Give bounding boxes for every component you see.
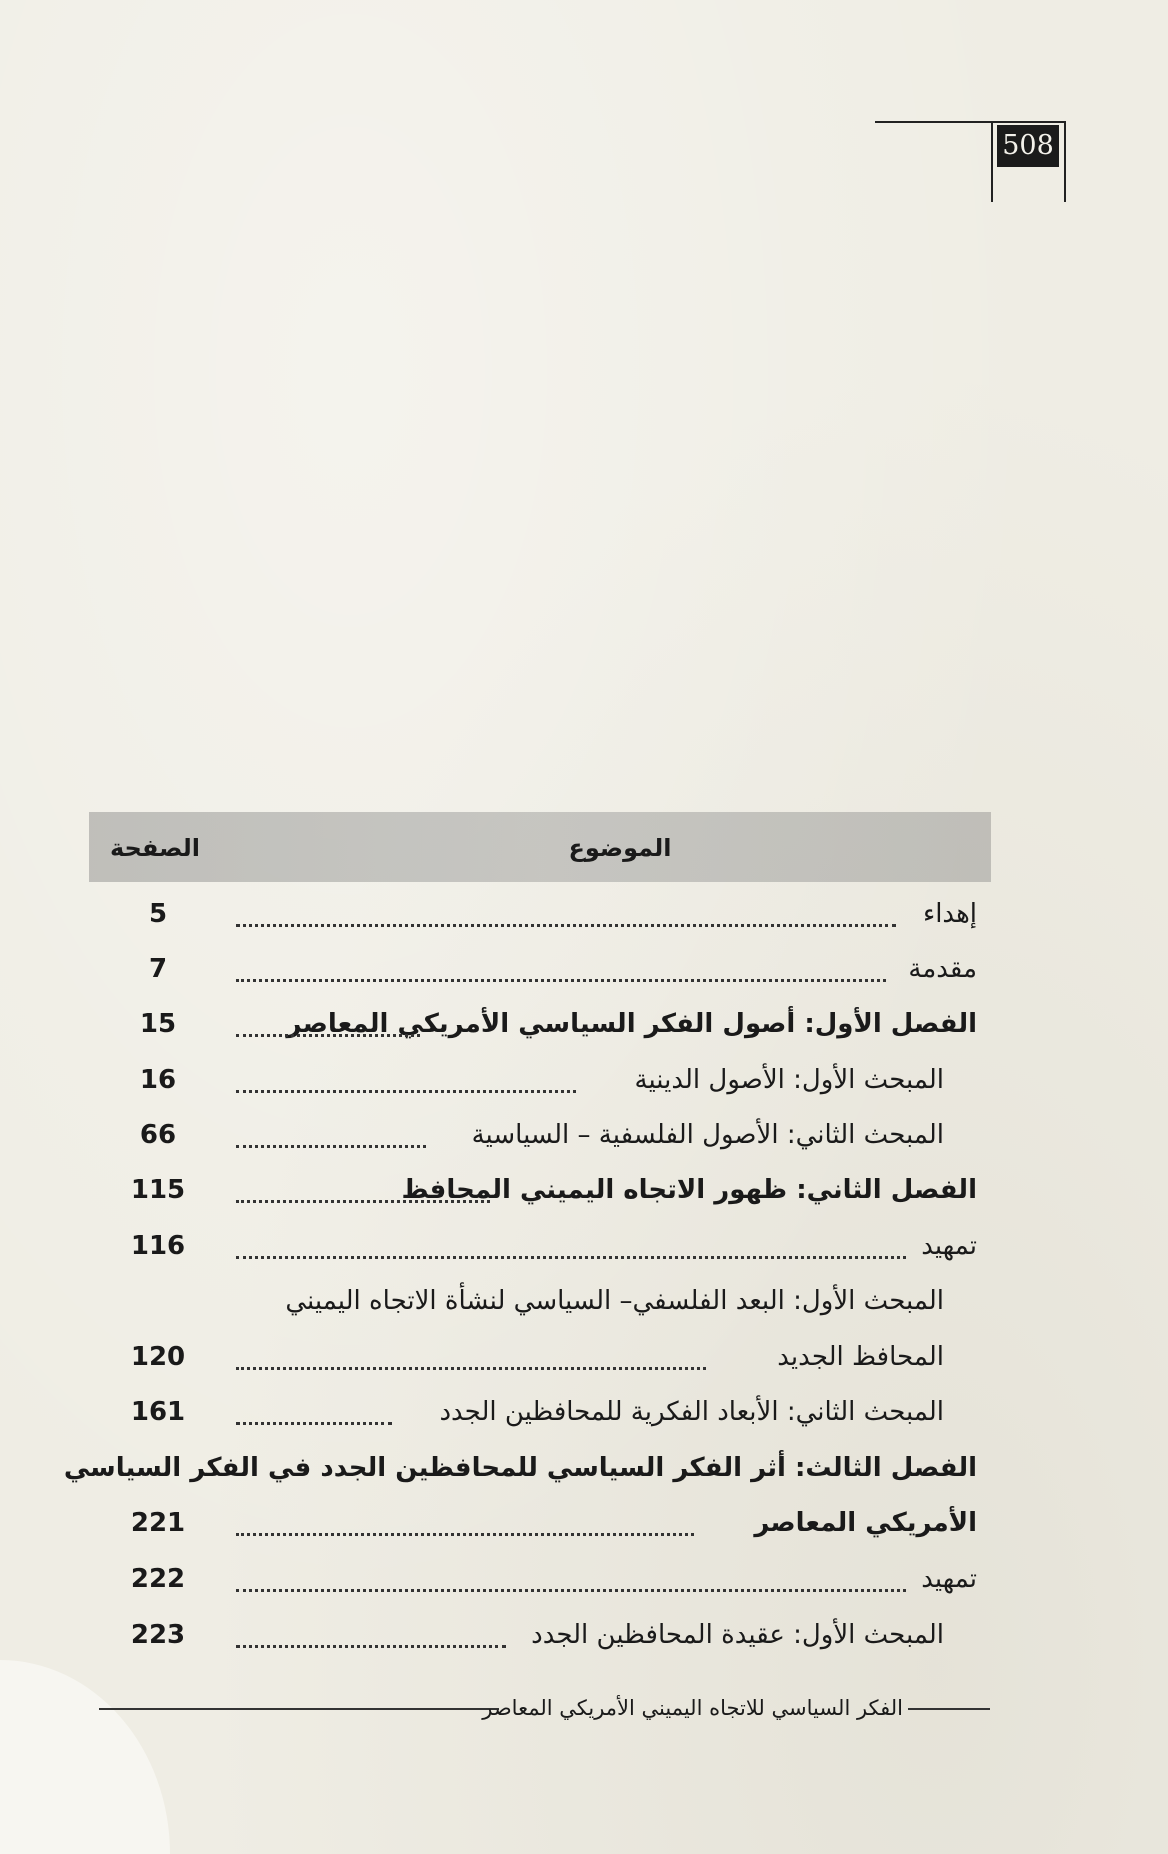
toc-leader-dots: [236, 1420, 392, 1425]
toc-chapter-title: الفصل الثاني: ظهور الاتجاه اليميني المحافظ: [401, 1175, 977, 1205]
running-footer: الفكر السياسي للاتجاه اليميني الأمريكي المعاصر: [482, 1696, 903, 1720]
toc-leader-dots: [236, 1643, 506, 1648]
toc-section-title: المبحث الأول: البعد الفلسفي– السياسي لنشأة الاتجاه اليميني: [285, 1286, 944, 1316]
toc-chapter-title: الفصل الأول: أصول الفكر السياسي الأمريكي المعاصر: [286, 1009, 977, 1039]
toc-entry-page: 120: [130, 1342, 186, 1372]
toc-section-title: المبحث الثاني: الأصول الفلسفية – السياسية: [471, 1120, 944, 1150]
toc-leader-dots: [236, 1143, 426, 1148]
toc-entry-page: 7: [148, 954, 168, 984]
toc-leader-dots: [236, 977, 886, 982]
toc-entry-title: تمهيد: [921, 1231, 977, 1261]
toc-header-band: [89, 812, 991, 882]
header-rule-right: [1064, 121, 1066, 202]
toc-leader-dots: [236, 1032, 420, 1037]
page-number: 508: [997, 125, 1059, 167]
toc-leader-dots: [236, 1531, 694, 1536]
toc-entry-page: 16: [139, 1065, 177, 1095]
toc-leader-dots: [236, 1198, 490, 1203]
toc-entry-page: 66: [139, 1120, 177, 1150]
header-rule-left: [991, 121, 993, 202]
toc-entry-page: 116: [130, 1231, 186, 1261]
toc-header-topic: الموضوع: [568, 834, 672, 862]
footer-rule-short: [908, 1708, 990, 1710]
toc-entry-page: 15: [139, 1009, 177, 1039]
footer-rule: [99, 1708, 499, 1710]
toc-entry-page: 223: [130, 1620, 186, 1650]
header-rule: [875, 121, 1065, 123]
toc-leader-dots: [236, 1088, 576, 1093]
toc-leader-dots: [236, 1365, 706, 1370]
toc-section-title-cont: المحافظ الجديد: [777, 1342, 944, 1372]
toc-section-title: المبحث الأول: عقيدة المحافظين الجدد: [531, 1620, 944, 1650]
toc-entry-title: تمهيد: [921, 1564, 977, 1594]
toc-chapter-title-cont: الأمريكي المعاصر: [754, 1508, 977, 1538]
toc-entry-page: 161: [130, 1397, 186, 1427]
toc-entry-page: 115: [130, 1175, 186, 1205]
toc-header-page: الصفحة: [109, 834, 200, 862]
toc-leader-dots: [236, 1587, 906, 1592]
toc-section-title: المبحث الأول: الأصول الدينية: [634, 1065, 944, 1095]
toc-entry-page: 5: [148, 899, 168, 929]
toc-section-title: المبحث الثاني: الأبعاد الفكرية للمحافظين الجدد: [439, 1397, 944, 1427]
toc-chapter-title: الفصل الثالث: أثر الفكر السياسي للمحافظين الجدد في الفكر السياسي: [63, 1453, 977, 1483]
toc-entry-page: 222: [130, 1564, 186, 1594]
toc-entry-title: إهداء: [922, 899, 977, 929]
toc-leader-dots: [236, 922, 896, 927]
toc-entry-title: مقدمة: [908, 954, 977, 984]
toc-leader-dots: [236, 1254, 906, 1259]
toc-entry-page: 221: [130, 1508, 186, 1538]
